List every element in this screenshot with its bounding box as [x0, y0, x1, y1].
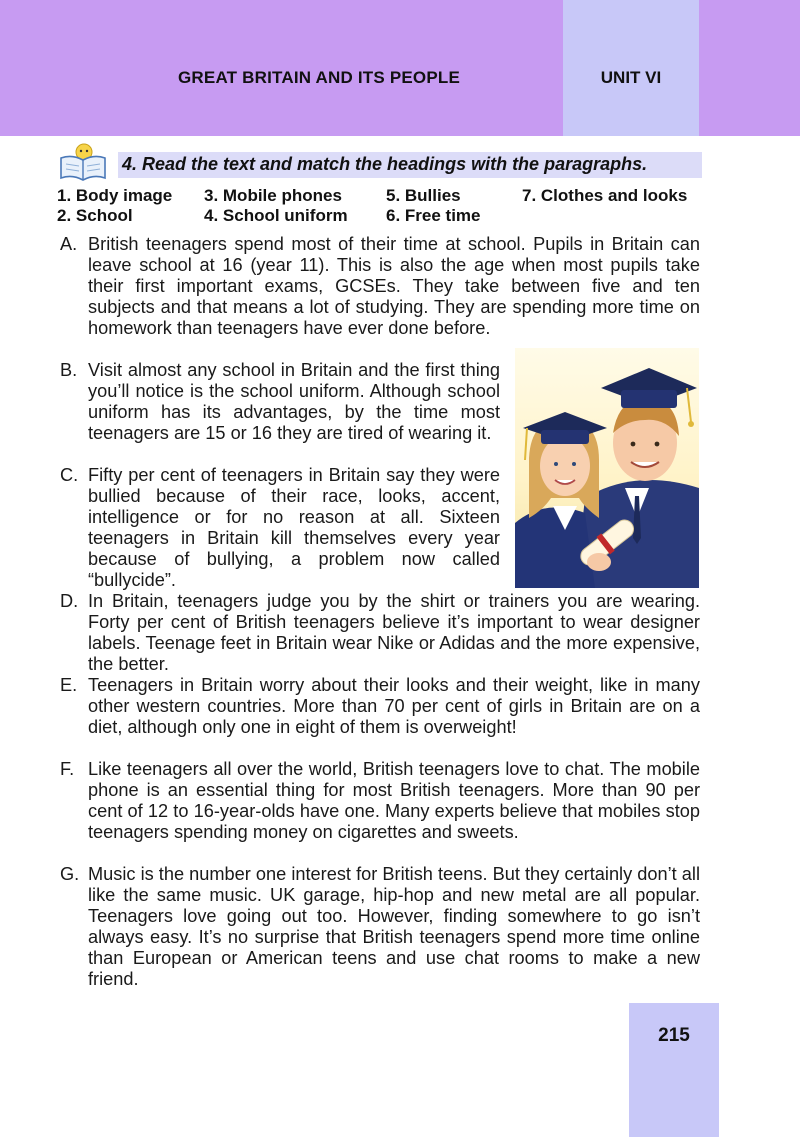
- paragraph-letter: A.: [60, 234, 78, 254]
- paragraph-text: Music is the number one interest for British teens. But they certainly don’t all like the same music. UK garage, hip-hop and new metal are all popular. Teenagers love going out too. However, finding somewhere to go isn’t always easy. It’s no surprise that British teenagers spend more time online than European or American teens and use chat rooms to make a new friend.: [88, 864, 700, 989]
- graduates-illustration: [515, 348, 699, 588]
- heading-item-7: 7. Clothes and looks: [522, 186, 688, 205]
- paragraph-letter: B.: [60, 360, 78, 380]
- open-book-icon: [57, 142, 109, 182]
- paragraph-text: In Britain, teenagers judge you by the shirt or trainers you are wearing. Forty per cent of British teenagers believe it’s important to wear designer labels. Teenage feet in Britain wear Nike or Adidas and the more expensive, the better.: [88, 591, 700, 674]
- paragraph-text: Teenagers in Britain worry about their looks and their weight, like in many other western countries. More than 70 per cent of girls in Britain are on a diet, although only one in eight of them is overweight!: [88, 675, 700, 737]
- heading-item-5: 5. Bullies: [386, 186, 461, 205]
- paragraph-b: [60, 360, 500, 444]
- unit-tab: [563, 0, 699, 136]
- paragraph-text: Visit almost any school in Britain and the first thing you’ll notice is the school uniform. Although school uniform has its advantages, by the time most teenagers are 15 or 16 they are tired of wearing it.: [88, 360, 500, 443]
- header-band: [0, 0, 800, 136]
- paragraph-letter: C.: [60, 465, 79, 485]
- paragraph-e: [60, 675, 700, 738]
- paragraph-text: Fifty per cent of teenagers in Britain say they were bullied because of their race, looks, accent, intelligence or for no reason at all. Sixteen teenagers in Britain kill themselves every year because of bullying, a problem now called “bullycide”.: [88, 465, 500, 590]
- task-instruction: 4. Read the text and match the headings with the paragraphs.: [122, 154, 648, 174]
- page-number-tab: [629, 1003, 719, 1137]
- heading-item-2: 2. School: [57, 206, 133, 225]
- page-number: 215: [658, 1025, 690, 1046]
- paragraph-letter: E.: [60, 675, 78, 695]
- paragraph-text: Like teenagers all over the world, British teenagers love to chat. The mobile phone is an essential thing for most British teenagers. More than 90 per cent of 12 to 16-year-olds have one. Many experts believe that mobiles stop teenagers spending money on cigarettes and sweets.: [88, 759, 700, 842]
- paragraph-letter: F.: [60, 759, 75, 779]
- paragraph-a: [60, 234, 700, 339]
- heading-item-4: 4. School uniform: [204, 206, 348, 225]
- paragraph-text: British teenagers spend most of their time at school. Pupils in Britain can leave school at 16 (year 11). This is also the age when most pupils take their first important exams, GCSEs. They take between five and ten subjects and that means a lot of studying. They are spending more time on homework than teenagers have ever done before.: [88, 234, 700, 338]
- paragraph-c: [60, 465, 500, 591]
- paragraph-letter: G.: [60, 864, 80, 884]
- heading-item-6: 6. Free time: [386, 206, 481, 225]
- paragraph-f: [60, 759, 700, 843]
- chapter-title: GREAT BRITAIN AND ITS PEOPLE: [178, 68, 461, 87]
- paragraph-letter: D.: [60, 591, 79, 611]
- unit-label: UNIT VI: [600, 68, 662, 87]
- paragraph-d: [60, 591, 700, 675]
- heading-item-1: 1. Body image: [57, 186, 173, 205]
- paragraph-g: [60, 864, 700, 990]
- heading-item-3: 3. Mobile phones: [204, 186, 342, 205]
